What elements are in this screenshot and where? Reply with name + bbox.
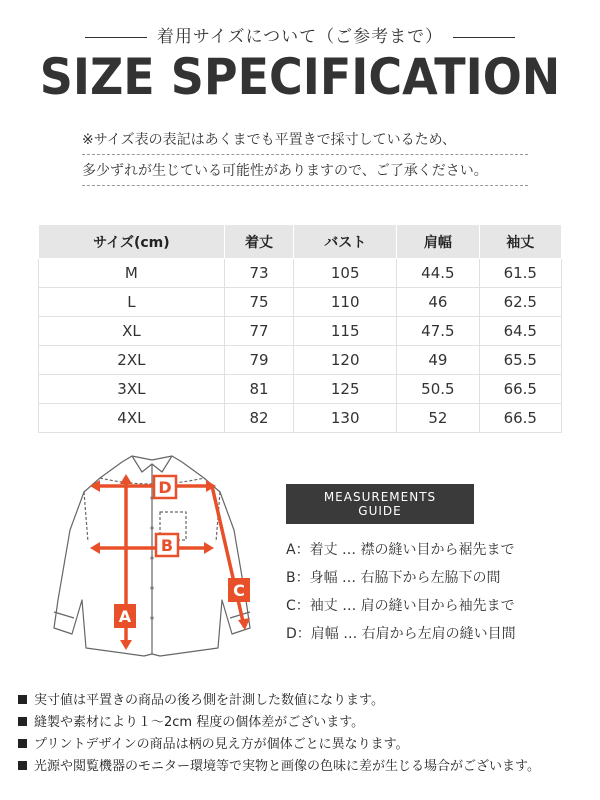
table-row bbox=[39, 317, 562, 346]
size-table bbox=[38, 224, 562, 433]
cell-shoulder: 46 bbox=[397, 288, 479, 317]
measure-line-c bbox=[212, 486, 244, 626]
notes-line-2: 多少ずれが生じている可能性がありますので、ご了承ください。 bbox=[82, 163, 488, 179]
cell-sleeve: 62.5 bbox=[479, 288, 561, 317]
footer-note-text: 実寸値は平置きの商品の後ろ側を計測した数値になります。 bbox=[34, 693, 384, 708]
cell-length: 79 bbox=[224, 346, 293, 375]
label-d bbox=[154, 476, 176, 498]
subtitle-left-rule bbox=[85, 37, 147, 38]
cell-length: 77 bbox=[224, 317, 293, 346]
table-row bbox=[39, 404, 562, 433]
square-bullet-icon bbox=[18, 717, 27, 726]
table-header-row bbox=[39, 225, 562, 259]
footer-notes bbox=[18, 690, 588, 778]
header-length: 着丈 bbox=[224, 225, 293, 259]
square-bullet-icon bbox=[18, 761, 27, 770]
cell-bust: 120 bbox=[294, 346, 397, 375]
shirt-illustration bbox=[34, 450, 274, 668]
cell-sleeve: 61.5 bbox=[479, 259, 561, 288]
cell-size: XL bbox=[39, 317, 225, 346]
shirt-left-sleeve-seam bbox=[84, 492, 88, 542]
arrow-b-left bbox=[90, 542, 100, 554]
measurements-guide bbox=[286, 484, 586, 642]
cell-size: 2XL bbox=[39, 346, 225, 375]
svg-text:A: A bbox=[118, 607, 132, 626]
page-title: SIZE SPECIFICATION bbox=[39, 48, 561, 106]
cell-size: 4XL bbox=[39, 404, 225, 433]
cell-length: 73 bbox=[224, 259, 293, 288]
footer-note-text: プリントデザインの商品は柄の見え方が個体ごとに異なります。 bbox=[34, 737, 409, 752]
cell-shoulder: 50.5 bbox=[397, 375, 479, 404]
shirt-left-cuff bbox=[54, 612, 74, 618]
notes-divider bbox=[82, 185, 528, 186]
footer-note-text: 縫製や素材により１～2cm 程度の個体差がございます。 bbox=[34, 715, 365, 730]
notes-divider bbox=[82, 154, 528, 155]
label-a bbox=[114, 604, 136, 628]
label-c bbox=[228, 578, 250, 602]
guide-item-d: D：肩幅 … 右肩から左肩の縫い目間 bbox=[286, 626, 516, 642]
footer-note bbox=[18, 690, 588, 712]
cell-shoulder: 47.5 bbox=[397, 317, 479, 346]
table-row bbox=[39, 288, 562, 317]
guide-item-a: A：着丈 … 襟の縫い目から裾先まで bbox=[286, 542, 515, 558]
square-bullet-icon bbox=[18, 739, 27, 748]
cell-size: M bbox=[39, 259, 225, 288]
svg-text:D: D bbox=[158, 478, 172, 497]
cell-size: 3XL bbox=[39, 375, 225, 404]
arrow-a-top bbox=[120, 474, 132, 484]
cell-bust: 125 bbox=[294, 375, 397, 404]
footer-note bbox=[18, 756, 588, 778]
cell-shoulder: 52 bbox=[397, 404, 479, 433]
cell-bust: 130 bbox=[294, 404, 397, 433]
cell-shoulder: 49 bbox=[397, 346, 479, 375]
square-bullet-icon bbox=[18, 695, 27, 704]
cell-sleeve: 66.5 bbox=[479, 375, 561, 404]
footer-note bbox=[18, 712, 588, 734]
cell-bust: 105 bbox=[294, 259, 397, 288]
cell-bust: 110 bbox=[294, 288, 397, 317]
cell-shoulder: 44.5 bbox=[397, 259, 479, 288]
cell-length: 75 bbox=[224, 288, 293, 317]
footer-note bbox=[18, 734, 588, 756]
header-bust: バスト bbox=[294, 225, 397, 259]
svg-text:B: B bbox=[160, 536, 174, 555]
cell-sleeve: 66.5 bbox=[479, 404, 561, 433]
shirt-diagram bbox=[34, 450, 274, 668]
table-row bbox=[39, 259, 562, 288]
cell-length: 81 bbox=[224, 375, 293, 404]
footer-note-text: 光源や閲覧機器のモニター環境等で実物と画像の色味に差が生じる場合がございます。 bbox=[34, 759, 540, 774]
guide-item-b: B：身幅 … 右脇下から左脇下の間 bbox=[286, 570, 501, 586]
subtitle-right-rule bbox=[453, 37, 515, 38]
subtitle-text: 着用サイズについて（ご参考まで） bbox=[156, 27, 444, 47]
header-shoulder: 肩幅 bbox=[397, 225, 479, 259]
header-size: サイズ(cm) bbox=[39, 225, 225, 259]
notes-line-1: ※サイズ表の表記はあくまでも平置きで採寸しているため、 bbox=[82, 132, 457, 148]
guide-title: MEASUREMENTS GUIDE bbox=[286, 484, 474, 524]
cell-sleeve: 64.5 bbox=[479, 317, 561, 346]
table-row bbox=[39, 346, 562, 375]
sizing-notes bbox=[82, 128, 542, 190]
svg-text:C: C bbox=[233, 581, 245, 600]
section-subtitle bbox=[0, 22, 600, 47]
arrow-b-right bbox=[204, 542, 214, 554]
arrow-a-bottom bbox=[120, 640, 132, 650]
guide-item-c: C：袖丈 … 肩の縫い目から袖先まで bbox=[286, 598, 515, 614]
header-sleeve: 袖丈 bbox=[479, 225, 561, 259]
cell-bust: 115 bbox=[294, 317, 397, 346]
cell-size: L bbox=[39, 288, 225, 317]
label-b bbox=[156, 534, 178, 556]
table-row bbox=[39, 375, 562, 404]
cell-length: 82 bbox=[224, 404, 293, 433]
cell-sleeve: 65.5 bbox=[479, 346, 561, 375]
